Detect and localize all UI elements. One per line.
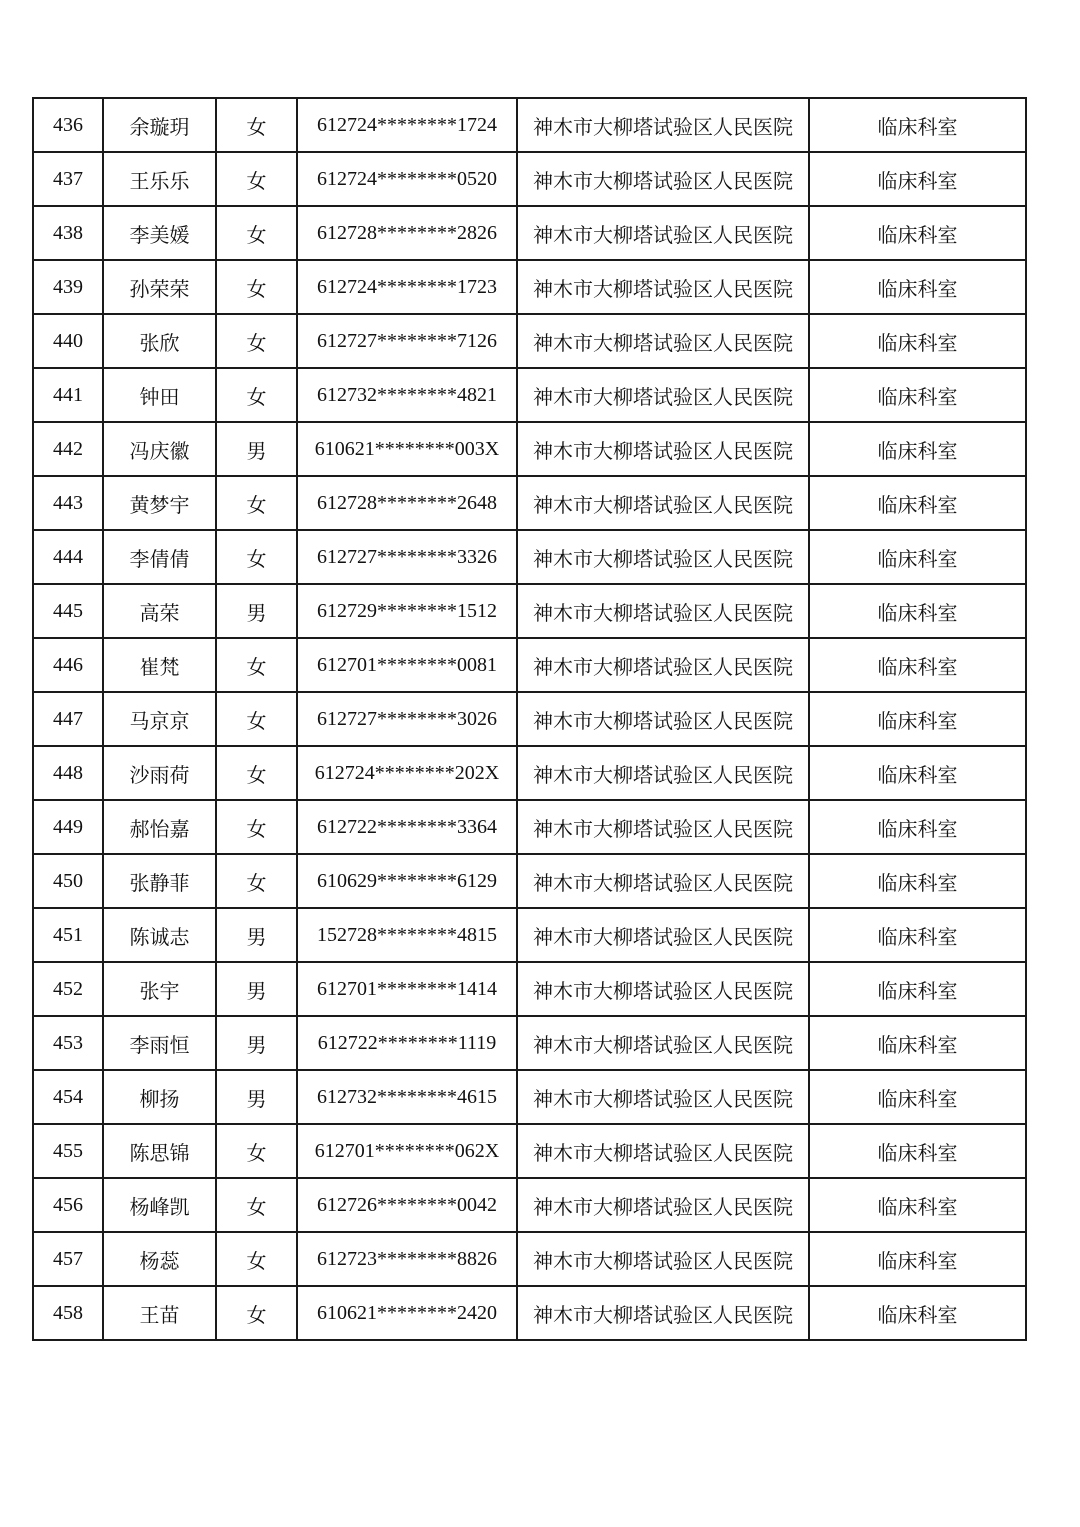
hospital-cell: 神木市大柳塔试验区人民医院 xyxy=(517,314,809,368)
seq-number-cell: 452 xyxy=(33,962,103,1016)
hospital-cell: 神木市大柳塔试验区人民医院 xyxy=(517,476,809,530)
name-cell: 李倩倩 xyxy=(103,530,216,584)
hospital-cell: 神木市大柳塔试验区人民医院 xyxy=(517,962,809,1016)
gender-cell: 男 xyxy=(216,1070,297,1124)
department-cell: 临床科室 xyxy=(809,1286,1026,1340)
name-cell: 杨峰凯 xyxy=(103,1178,216,1232)
seq-number-cell: 458 xyxy=(33,1286,103,1340)
name-cell: 陈诚志 xyxy=(103,908,216,962)
hospital-cell: 神木市大柳塔试验区人民医院 xyxy=(517,692,809,746)
gender-cell: 女 xyxy=(216,476,297,530)
table-row xyxy=(33,368,1026,422)
seq-number-cell: 440 xyxy=(33,314,103,368)
id-card-cell: 612732********4615 xyxy=(297,1070,517,1124)
seq-number-cell: 453 xyxy=(33,1016,103,1070)
table-row xyxy=(33,746,1026,800)
seq-number-cell: 454 xyxy=(33,1070,103,1124)
department-cell: 临床科室 xyxy=(809,962,1026,1016)
hospital-cell: 神木市大柳塔试验区人民医院 xyxy=(517,908,809,962)
table-row xyxy=(33,1232,1026,1286)
table-row xyxy=(33,422,1026,476)
id-card-cell: 610621********003X xyxy=(297,422,517,476)
table-row xyxy=(33,800,1026,854)
seq-number-cell: 449 xyxy=(33,800,103,854)
name-cell: 冯庆徽 xyxy=(103,422,216,476)
name-cell: 杨蕊 xyxy=(103,1232,216,1286)
id-card-cell: 612723********8826 xyxy=(297,1232,517,1286)
name-cell: 张宇 xyxy=(103,962,216,1016)
id-card-cell: 612724********1724 xyxy=(297,98,517,152)
name-cell: 崔梵 xyxy=(103,638,216,692)
hospital-cell: 神木市大柳塔试验区人民医院 xyxy=(517,1070,809,1124)
name-cell: 张静菲 xyxy=(103,854,216,908)
name-cell: 钟田 xyxy=(103,368,216,422)
seq-number-cell: 443 xyxy=(33,476,103,530)
department-cell: 临床科室 xyxy=(809,854,1026,908)
id-card-cell: 612728********2648 xyxy=(297,476,517,530)
hospital-cell: 神木市大柳塔试验区人民医院 xyxy=(517,746,809,800)
seq-number-cell: 436 xyxy=(33,98,103,152)
seq-number-cell: 438 xyxy=(33,206,103,260)
hospital-cell: 神木市大柳塔试验区人民医院 xyxy=(517,98,809,152)
seq-number-cell: 442 xyxy=(33,422,103,476)
name-cell: 李美媛 xyxy=(103,206,216,260)
hospital-cell: 神木市大柳塔试验区人民医院 xyxy=(517,800,809,854)
id-card-cell: 612724********0520 xyxy=(297,152,517,206)
gender-cell: 女 xyxy=(216,800,297,854)
id-card-cell: 612701********062X xyxy=(297,1124,517,1178)
department-cell: 临床科室 xyxy=(809,368,1026,422)
id-card-cell: 152728********4815 xyxy=(297,908,517,962)
department-cell: 临床科室 xyxy=(809,1178,1026,1232)
roster-table xyxy=(32,97,1027,1341)
roster-table-body xyxy=(33,98,1026,1340)
gender-cell: 男 xyxy=(216,962,297,1016)
department-cell: 临床科室 xyxy=(809,98,1026,152)
id-card-cell: 612727********3026 xyxy=(297,692,517,746)
name-cell: 李雨恒 xyxy=(103,1016,216,1070)
id-card-cell: 610629********6129 xyxy=(297,854,517,908)
id-card-cell: 612701********1414 xyxy=(297,962,517,1016)
id-card-cell: 612726********0042 xyxy=(297,1178,517,1232)
id-card-cell: 610621********2420 xyxy=(297,1286,517,1340)
table-row xyxy=(33,1178,1026,1232)
department-cell: 临床科室 xyxy=(809,746,1026,800)
seq-number-cell: 450 xyxy=(33,854,103,908)
gender-cell: 女 xyxy=(216,368,297,422)
gender-cell: 女 xyxy=(216,206,297,260)
id-card-cell: 612722********1119 xyxy=(297,1016,517,1070)
name-cell: 黄梦宇 xyxy=(103,476,216,530)
department-cell: 临床科室 xyxy=(809,260,1026,314)
name-cell: 王苗 xyxy=(103,1286,216,1340)
seq-number-cell: 447 xyxy=(33,692,103,746)
table-row xyxy=(33,314,1026,368)
gender-cell: 男 xyxy=(216,422,297,476)
table-row xyxy=(33,206,1026,260)
table-row xyxy=(33,152,1026,206)
id-card-cell: 612701********0081 xyxy=(297,638,517,692)
hospital-cell: 神木市大柳塔试验区人民医院 xyxy=(517,1178,809,1232)
id-card-cell: 612729********1512 xyxy=(297,584,517,638)
gender-cell: 女 xyxy=(216,692,297,746)
gender-cell: 女 xyxy=(216,1124,297,1178)
table-row xyxy=(33,854,1026,908)
department-cell: 临床科室 xyxy=(809,476,1026,530)
hospital-cell: 神木市大柳塔试验区人民医院 xyxy=(517,1016,809,1070)
hospital-cell: 神木市大柳塔试验区人民医院 xyxy=(517,422,809,476)
seq-number-cell: 455 xyxy=(33,1124,103,1178)
hospital-cell: 神木市大柳塔试验区人民医院 xyxy=(517,1124,809,1178)
table-row xyxy=(33,1286,1026,1340)
gender-cell: 女 xyxy=(216,530,297,584)
hospital-cell: 神木市大柳塔试验区人民医院 xyxy=(517,206,809,260)
gender-cell: 男 xyxy=(216,584,297,638)
hospital-cell: 神木市大柳塔试验区人民医院 xyxy=(517,638,809,692)
department-cell: 临床科室 xyxy=(809,800,1026,854)
seq-number-cell: 451 xyxy=(33,908,103,962)
seq-number-cell: 437 xyxy=(33,152,103,206)
id-card-cell: 612727********7126 xyxy=(297,314,517,368)
gender-cell: 女 xyxy=(216,152,297,206)
department-cell: 临床科室 xyxy=(809,1016,1026,1070)
gender-cell: 女 xyxy=(216,854,297,908)
name-cell: 陈思锦 xyxy=(103,1124,216,1178)
gender-cell: 女 xyxy=(216,260,297,314)
table-row xyxy=(33,1070,1026,1124)
id-card-cell: 612727********3326 xyxy=(297,530,517,584)
hospital-cell: 神木市大柳塔试验区人民医院 xyxy=(517,1286,809,1340)
hospital-cell: 神木市大柳塔试验区人民医院 xyxy=(517,152,809,206)
table-row xyxy=(33,1016,1026,1070)
seq-number-cell: 439 xyxy=(33,260,103,314)
seq-number-cell: 448 xyxy=(33,746,103,800)
table-row xyxy=(33,638,1026,692)
department-cell: 临床科室 xyxy=(809,1232,1026,1286)
table-row xyxy=(33,584,1026,638)
gender-cell: 女 xyxy=(216,1178,297,1232)
seq-number-cell: 445 xyxy=(33,584,103,638)
department-cell: 临床科室 xyxy=(809,314,1026,368)
name-cell: 张欣 xyxy=(103,314,216,368)
table-row xyxy=(33,1124,1026,1178)
seq-number-cell: 457 xyxy=(33,1232,103,1286)
department-cell: 临床科室 xyxy=(809,638,1026,692)
seq-number-cell: 456 xyxy=(33,1178,103,1232)
department-cell: 临床科室 xyxy=(809,206,1026,260)
gender-cell: 女 xyxy=(216,1286,297,1340)
seq-number-cell: 446 xyxy=(33,638,103,692)
table-row xyxy=(33,98,1026,152)
name-cell: 孙荣荣 xyxy=(103,260,216,314)
gender-cell: 女 xyxy=(216,1232,297,1286)
gender-cell: 女 xyxy=(216,314,297,368)
hospital-cell: 神木市大柳塔试验区人民医院 xyxy=(517,584,809,638)
seq-number-cell: 441 xyxy=(33,368,103,422)
id-card-cell: 612732********4821 xyxy=(297,368,517,422)
table-row xyxy=(33,962,1026,1016)
id-card-cell: 612724********1723 xyxy=(297,260,517,314)
gender-cell: 男 xyxy=(216,908,297,962)
gender-cell: 女 xyxy=(216,98,297,152)
name-cell: 柳扬 xyxy=(103,1070,216,1124)
id-card-cell: 612722********3364 xyxy=(297,800,517,854)
name-cell: 马京京 xyxy=(103,692,216,746)
name-cell: 王乐乐 xyxy=(103,152,216,206)
hospital-cell: 神木市大柳塔试验区人民医院 xyxy=(517,1232,809,1286)
name-cell: 高荣 xyxy=(103,584,216,638)
department-cell: 临床科室 xyxy=(809,152,1026,206)
department-cell: 临床科室 xyxy=(809,1124,1026,1178)
gender-cell: 女 xyxy=(216,638,297,692)
table-row xyxy=(33,260,1026,314)
seq-number-cell: 444 xyxy=(33,530,103,584)
hospital-cell: 神木市大柳塔试验区人民医院 xyxy=(517,368,809,422)
department-cell: 临床科室 xyxy=(809,422,1026,476)
hospital-cell: 神木市大柳塔试验区人民医院 xyxy=(517,530,809,584)
table-row xyxy=(33,908,1026,962)
hospital-cell: 神木市大柳塔试验区人民医院 xyxy=(517,260,809,314)
name-cell: 郝怡嘉 xyxy=(103,800,216,854)
department-cell: 临床科室 xyxy=(809,908,1026,962)
hospital-cell: 神木市大柳塔试验区人民医院 xyxy=(517,854,809,908)
table-row xyxy=(33,692,1026,746)
gender-cell: 女 xyxy=(216,746,297,800)
name-cell: 余璇玥 xyxy=(103,98,216,152)
name-cell: 沙雨荷 xyxy=(103,746,216,800)
gender-cell: 男 xyxy=(216,1016,297,1070)
department-cell: 临床科室 xyxy=(809,692,1026,746)
table-row xyxy=(33,476,1026,530)
id-card-cell: 612724********202X xyxy=(297,746,517,800)
department-cell: 临床科室 xyxy=(809,584,1026,638)
id-card-cell: 612728********2826 xyxy=(297,206,517,260)
table-row xyxy=(33,530,1026,584)
department-cell: 临床科室 xyxy=(809,530,1026,584)
department-cell: 临床科室 xyxy=(809,1070,1026,1124)
